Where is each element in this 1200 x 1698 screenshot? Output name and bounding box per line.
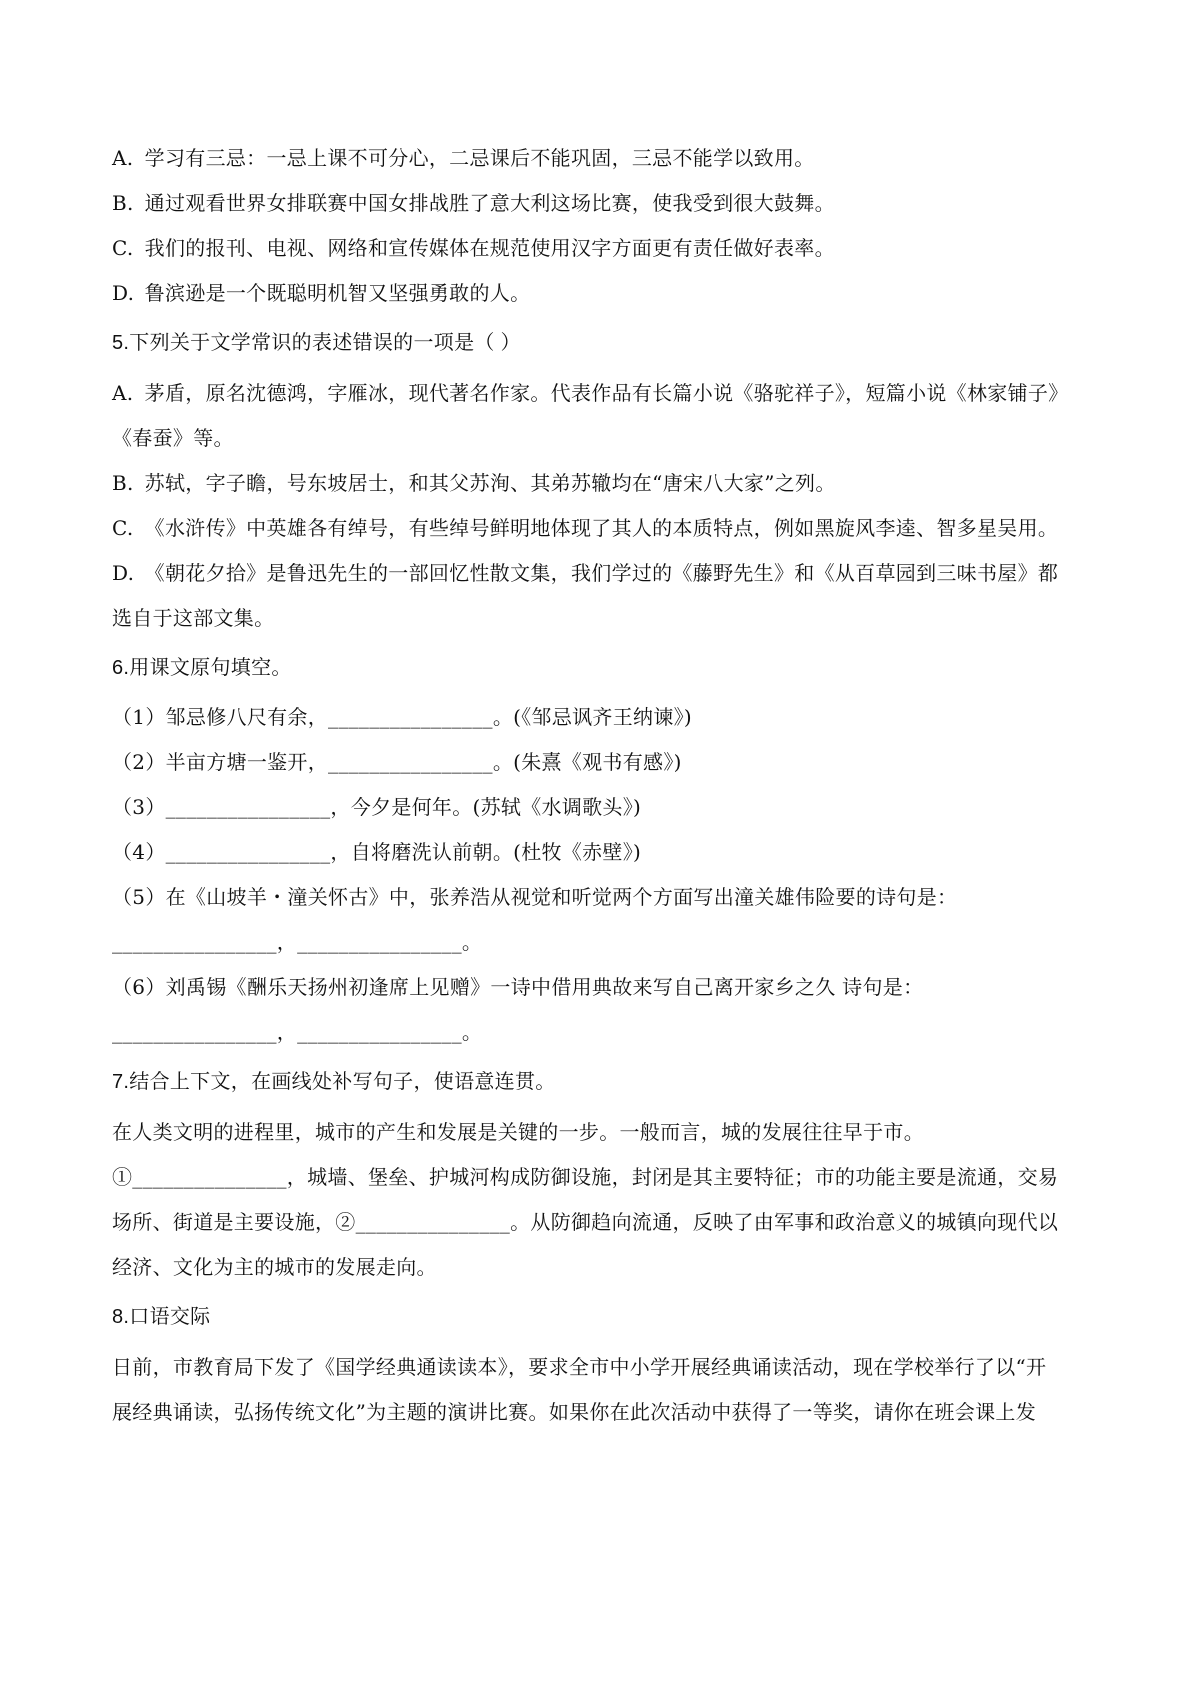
q8-passage-line2: 展经典诵读，弘扬传统文化”为主题的演讲比赛。如果你在此次活动中获得了一等奖，请你在班会课上发 xyxy=(112,1400,1037,1424)
option-letter: B. xyxy=(112,471,134,495)
q6-item-1: （1）邹忌修八尺有余，________________。(《邹忌讽齐王纳谏》) xyxy=(112,705,693,729)
q5-stem: 5.下列关于文学常识的表述错误的一项是（ ） xyxy=(112,332,521,354)
q4-option-c xyxy=(112,233,1110,263)
option-letter: A. xyxy=(112,146,134,170)
option-text: 学习有三忌：一忌上课不可分心，二忌课后不能巩固，三忌不能学以致用。 xyxy=(144,146,815,170)
option-text: 茅盾，原名沈德鸿，字雁冰，现代著名作家。代表作品有长篇小说《骆驼祥子》，短篇小说《林家铺子》 xyxy=(144,381,1069,405)
q4-option-d xyxy=(112,278,1110,308)
q7-passage-line3: 场所、街道是主要设施，②_______________。从防御趋向流通，反映了由军事和政治意义的城镇向现代以 xyxy=(112,1210,1059,1234)
q6-stem: 6.用课文原句填空。 xyxy=(112,657,292,679)
q4-option-a xyxy=(112,143,1110,173)
q4-option-b xyxy=(112,188,1110,218)
option-letter: C. xyxy=(112,516,134,540)
q5-option-d-line2: 选自于这部文集。 xyxy=(112,606,275,630)
q7-passage-line2: ①_______________，城墙、堡垒、护城河构成防御设施，封闭是其主要特征；市的功能主要是流通，交易 xyxy=(112,1165,1059,1189)
q7-passage-line1: 在人类文明的进程里，城市的产生和发展是关键的一步。一般而言，城的发展往往早于市。 xyxy=(112,1120,924,1144)
option-text: 通过观看世界女排联赛中国女排战胜了意大利这场比赛，使我受到很大鼓舞。 xyxy=(144,191,835,215)
q5-option-a-line1 xyxy=(112,378,1110,408)
q5-option-b xyxy=(112,468,1110,498)
q6-item-5-line2: ________________，________________。 xyxy=(112,930,483,954)
q7-passage-line4: 经济、文化为主的城市的发展走向。 xyxy=(112,1255,437,1279)
q6-item-3: （3）________________，今夕是何年。(苏轼《水调歌头》) xyxy=(112,795,642,819)
q6-item-6-line1: （6）刘禹锡《酬乐天扬州初逢席上见赠》一诗中借用典故来写自己离开家乡之久 诗句是： xyxy=(112,975,924,999)
q6-item-5-line1: （5）在《山坡羊・潼关怀古》中，张养浩从视觉和听觉两个方面写出潼关雄伟险要的诗句是： xyxy=(112,885,958,909)
q6-item-2: （2）半亩方塘一鉴开，________________。(朱熹《观书有感》) xyxy=(112,750,682,774)
q8-stem: 8.口语交际 xyxy=(112,1306,211,1328)
option-text: 我们的报刊、电视、网络和宣传媒体在规范使用汉字方面更有责任做好表率。 xyxy=(144,236,835,260)
q5-option-d-line1 xyxy=(112,558,1110,588)
q6-item-6-line2: ________________，________________。 xyxy=(112,1020,483,1044)
option-letter: D. xyxy=(112,281,135,305)
q7-stem: 7.结合上下文，在画线处补写句子，使语意连贯。 xyxy=(112,1071,556,1093)
q8-passage-line1: 日前，市教育局下发了《国学经典通读读本》，要求全市中小学开展经典诵读活动，现在学校举行了以“开 xyxy=(112,1355,1047,1379)
option-text: 《朝花夕拾》是鲁迅先生的一部回忆性散文集，我们学过的《藤野先生》和《从百草园到三味书屋》都 xyxy=(144,561,1059,585)
option-letter: C. xyxy=(112,236,134,260)
option-text: 《水浒传》中英雄各有绰号，有些绰号鲜明地体现了其人的本质特点，例如黑旋风李逵、智多星吴用。 xyxy=(144,516,1059,540)
q5-option-a-line2: 《春蚕》等。 xyxy=(112,426,234,450)
option-letter: D. xyxy=(112,561,135,585)
option-text: 鲁滨逊是一个既聪明机智又坚强勇敢的人。 xyxy=(144,281,531,305)
q6-item-4: （4）________________，自将磨洗认前朝。(杜牧《赤壁》) xyxy=(112,840,642,864)
q5-option-c xyxy=(112,513,1110,543)
option-text: 苏轼，字子瞻，号东坡居士，和其父苏洵、其弟苏辙均在“唐宋八大家”之列。 xyxy=(144,471,836,495)
option-letter: A. xyxy=(112,381,134,405)
option-letter: B. xyxy=(112,191,134,215)
